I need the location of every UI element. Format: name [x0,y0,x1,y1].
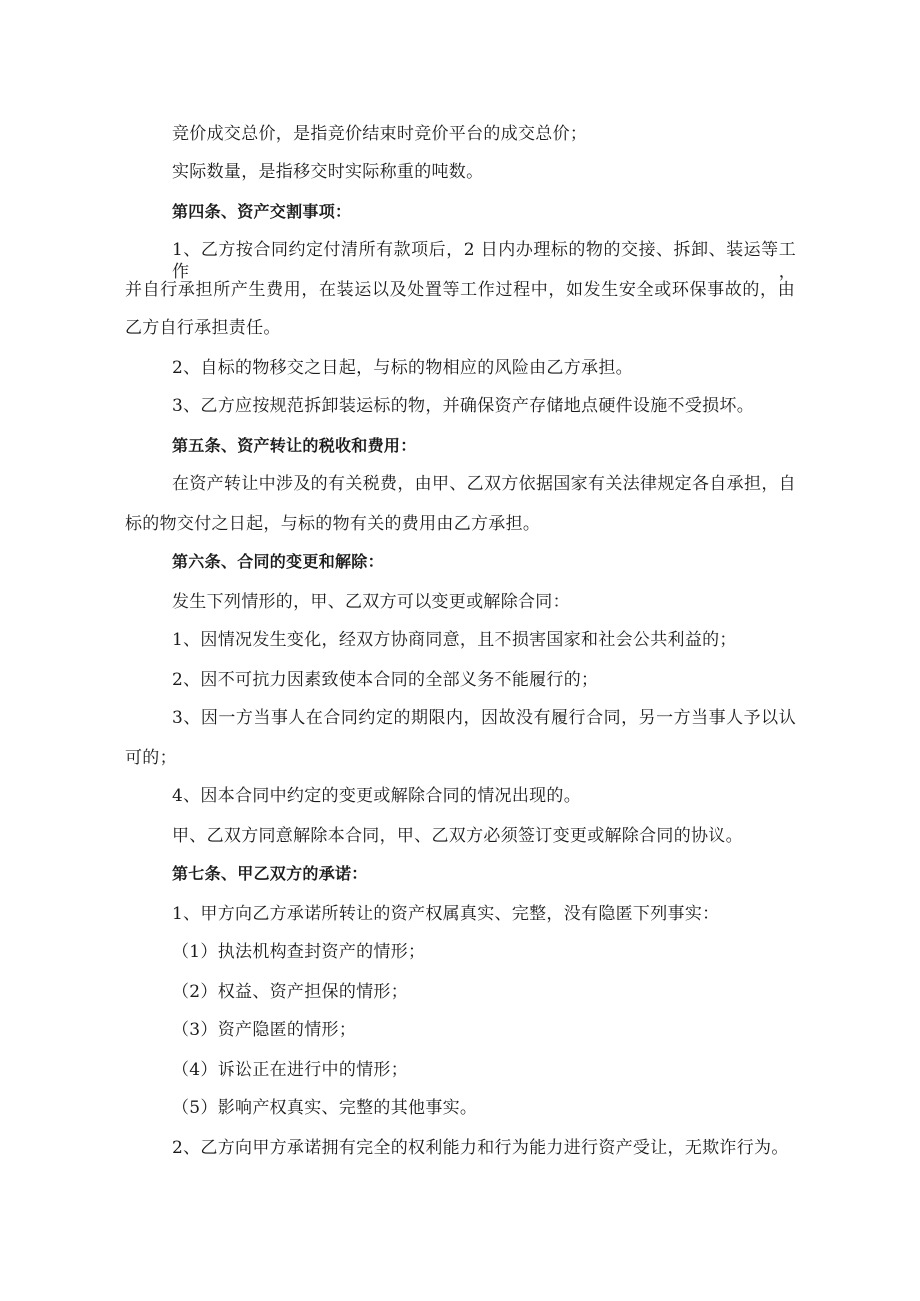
article-6-intro: 发生下列情形的，甲、乙双方可以变更或解除合同： [172,592,570,612]
article-6-item-1: 1、因情况发生变化，经双方协商同意，且不损害国家和社会公共利益的； [172,630,737,650]
article-5-paragraph-line-1: 在资产转让中涉及的有关税费，由甲、乙双方依据国家有关法律规定各自承担，自 [172,474,796,494]
article-5-paragraph-line-2: 标的物交付之日起，与标的物有关的费用由乙方承担。 [125,514,541,534]
definition-total-price: 竞价成交总价，是指竞价结束时竞价平台的成交总价； [172,124,588,144]
article-7-sub-3: （3）资产隐匿的情形； [172,1020,357,1040]
article-7-sub-4: （4）诉讼正在进行中的情形； [172,1060,409,1080]
article-7-title: 第七条、甲乙双方的承诺： [172,864,368,883]
article-4-item-1-line-3: 乙方自行承担责任。 [125,318,281,338]
article-4-item-3: 3、乙方应按规范拆卸装运标的物，并确保资产存储地点硬件设施不受损坏。 [172,396,755,416]
article-7-item-2: 2、乙方向甲方承诺拥有完全的权利能力和行为能力进行资产受让，无欺诈行为。 [172,1138,789,1158]
article-6-item-2: 2、因不可抗力因素致使本合同的全部义务不能履行的； [172,670,599,690]
article-6-item-3-line-2: 可的； [125,748,177,768]
article-4-item-2: 2、自标的物移交之日起，与标的物相应的风险由乙方承担。 [172,358,633,378]
article-6-note: 甲、乙双方同意解除本合同，甲、乙双方必须签订变更或解除合同的协议。 [172,826,743,846]
article-7-sub-5: （5）影响产权真实、完整的其他事实。 [172,1098,478,1118]
article-4-item-1-line-2: 并自行承担所产生费用，在装运以及处置等工作过程中，如发生安全或环保事故的，由 [125,280,795,300]
article-7-item-1: 1、甲方向乙方承诺所转让的资产权属真实、完整，没有隐匿下列事实： [172,904,720,924]
article-6-title: 第六条、合同的变更和解除： [172,552,384,571]
article-7-sub-2: （2）权益、资产担保的情形； [172,982,409,1002]
definition-actual-quantity: 实际数量，是指移交时实际称重的吨数。 [172,162,484,182]
article-5-title: 第五条、资产转让的税收和费用： [172,436,417,455]
article-6-item-4: 4、因本合同中约定的变更或解除合同的情况出现的。 [172,786,582,806]
article-4-title: 第四条、资产交割事项： [172,202,352,221]
article-4-item-1-line-1: 1、乙方按合同约定付清所有款项后，2 日内办理标的物的交接、拆卸、装运等工作， [172,240,796,282]
article-7-sub-1: （1）执法机构查封资产的情形； [172,942,426,962]
article-6-item-3-line-1: 3、因一方当事人在合同约定的期限内，因故没有履行合同，另一方当事人予以认 [172,708,796,728]
